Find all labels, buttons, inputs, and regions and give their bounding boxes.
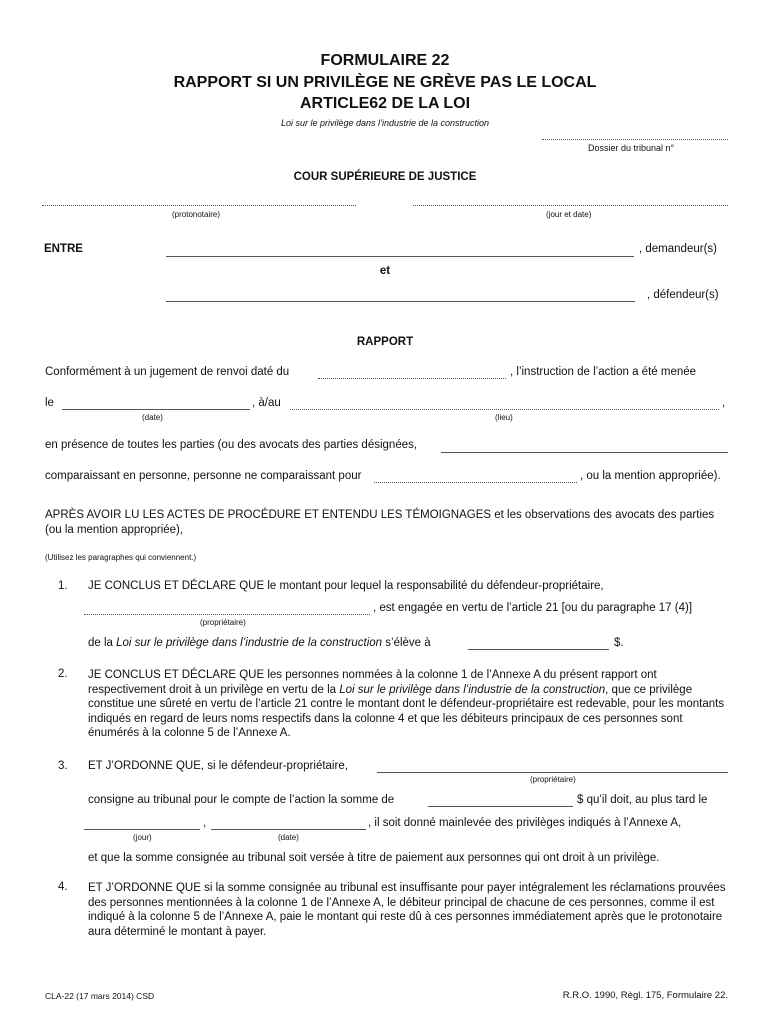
law-subtitle: Loi sur le privilège dans l’industrie de la construction bbox=[280, 118, 490, 128]
jour-date-label: (jour et date) bbox=[546, 210, 592, 219]
proprietaire-field-3[interactable] bbox=[377, 772, 728, 773]
proprietaire-label-1: (propriétaire) bbox=[200, 618, 246, 627]
a-au-text: , à/au bbox=[252, 397, 281, 409]
lieu-comma: , bbox=[722, 397, 726, 409]
jour-comma: , bbox=[203, 817, 207, 829]
footer-regulation: R.R.O. 1990, Règl. 175, Formulaire 22. bbox=[562, 990, 728, 1001]
defendeurs-label: , défendeur(s) bbox=[647, 289, 719, 301]
court-name: COUR SUPÉRIEURE DE JUSTICE bbox=[293, 171, 477, 183]
date-label: (date) bbox=[142, 413, 163, 422]
demandeurs-label: , demandeur(s) bbox=[639, 243, 717, 255]
rapport-heading: RAPPORT bbox=[356, 336, 414, 348]
dollar-1: $. bbox=[614, 637, 624, 649]
demandeurs-field[interactable] bbox=[166, 256, 634, 257]
item-3-line4: et que la somme consignée au tribunal soit versée à titre de paiement aux personnes qui ont droit à un privilège. bbox=[88, 852, 660, 864]
item-1-line2: , est engagée en vertu de l’article 21 [ou du paragraphe 17 (4)] bbox=[373, 602, 693, 614]
item-1-line1: JE CONCLUS ET DÉCLARE QUE le montant pour lequel la responsabilité du défendeur-propriétaire, bbox=[88, 580, 604, 592]
item-3-number: 3. bbox=[58, 760, 68, 772]
form-article-title: ARTICLE62 DE LA LOI bbox=[299, 95, 471, 112]
item-3-line1: ET J’ORDONNE QUE, si le défendeur-propriétaire, bbox=[88, 760, 348, 772]
mention-text: , ou la mention appropriée). bbox=[580, 470, 721, 482]
apres-paragraph: APRÈS AVOIR LU LES ACTES DE PROCÉDURE ET ENTENDU LES TÉMOIGNAGES et les observations des avocats des parties (ou la mention appropriée), bbox=[45, 509, 715, 536]
item-1-number: 1. bbox=[58, 580, 68, 592]
date-field-3[interactable] bbox=[211, 829, 366, 830]
le-text: le bbox=[45, 397, 54, 409]
entre-label: ENTRE bbox=[44, 243, 83, 255]
item-4-number: 4. bbox=[58, 881, 68, 893]
form-number-title: FORMULAIRE 22 bbox=[320, 52, 450, 69]
item-2-number: 2. bbox=[58, 668, 68, 680]
file-number-label: Dossier du tribunal n° bbox=[588, 143, 675, 153]
protonotaire-label: (protonotaire) bbox=[172, 210, 221, 219]
item-4-paragraph: ET J’ORDONNE QUE si la somme consignée au tribunal est insuffisante pour payer intégralement les réclamations prouvées des personnes mentionnées à la colonne 1 de l’Annexe A, le débiteur principal de chacune de ces personnes, comme il est indiqué à la colonne 5 de l’Annexe A, paie le montant qui reste dû à ces personnes immédiatement après que le protonotaire aura déterminé le montant à payer. bbox=[88, 882, 726, 938]
comparaissant-text: comparaissant en personne, personne ne comparaissant pour bbox=[45, 470, 362, 482]
proprietaire-label-3: (propriétaire) bbox=[530, 775, 576, 784]
jour-field[interactable] bbox=[84, 829, 200, 830]
avocats-field[interactable] bbox=[441, 452, 728, 453]
utilisez-note: (Utilisez les paragraphes qui conviennent.) bbox=[45, 553, 197, 562]
item-3-line2: consigne au tribunal pour le compte de l’action la somme de bbox=[88, 794, 395, 806]
protonotaire-field[interactable] bbox=[42, 205, 356, 206]
instruction-text: , l’instruction de l’action a été menée bbox=[510, 366, 697, 378]
proprietaire-field-1[interactable] bbox=[84, 614, 370, 615]
presence-text: en présence de toutes les parties (ou des avocats des parties désignées, bbox=[45, 439, 418, 451]
item-3-line3: , il soit donné mainlevée des privilèges indiqués à l’Annexe A, bbox=[368, 817, 682, 829]
item-2-paragraph: JE CONCLUS ET DÉCLARE QUE les personnes nommées à la colonne 1 de l’Annexe A du présent rapport ont respectivement droit à un privilège en vertu de la Loi sur le privilège dans l’industrie de la construction, que ce privilège constitue une sûreté en vertu de l’article 21 contre le montant dont le défendeur-propriétaire est redevable, pour les montants indiqués en regard de leurs noms respectifs dans la colonne 4 et que les débiteurs principaux de ces personnes sont énumérés à la colonne 5 de l’Annexe A. bbox=[88, 669, 725, 739]
montant-field-1[interactable] bbox=[468, 649, 609, 650]
jour-label: (jour) bbox=[133, 833, 152, 842]
date-label-3: (date) bbox=[278, 833, 299, 842]
comparaissant-field[interactable] bbox=[374, 482, 577, 483]
lieu-field[interactable] bbox=[290, 409, 719, 410]
item-3-line2-b: $ qu’il doit, au plus tard le bbox=[577, 794, 708, 806]
file-number-field[interactable] bbox=[542, 139, 728, 140]
lieu-label: (lieu) bbox=[495, 413, 513, 422]
et-label: et bbox=[379, 265, 391, 277]
defendeurs-field[interactable] bbox=[166, 301, 635, 302]
somme-field[interactable] bbox=[428, 806, 573, 807]
jour-date-field[interactable] bbox=[413, 205, 728, 206]
renvoi-date-field[interactable] bbox=[318, 378, 506, 379]
instruction-date-field[interactable] bbox=[62, 409, 250, 410]
renvoi-text: Conformément à un jugement de renvoi daté du bbox=[45, 366, 290, 378]
footer-form-code: CLA-22 (17 mars 2014) CSD bbox=[45, 991, 155, 1001]
form-main-title: RAPPORT SI UN PRIVILÈGE NE GRÈVE PAS LE LOCAL bbox=[173, 74, 597, 91]
item-1-line3: de la Loi sur le privilège dans l’industrie de la construction s’élève à bbox=[88, 637, 431, 649]
